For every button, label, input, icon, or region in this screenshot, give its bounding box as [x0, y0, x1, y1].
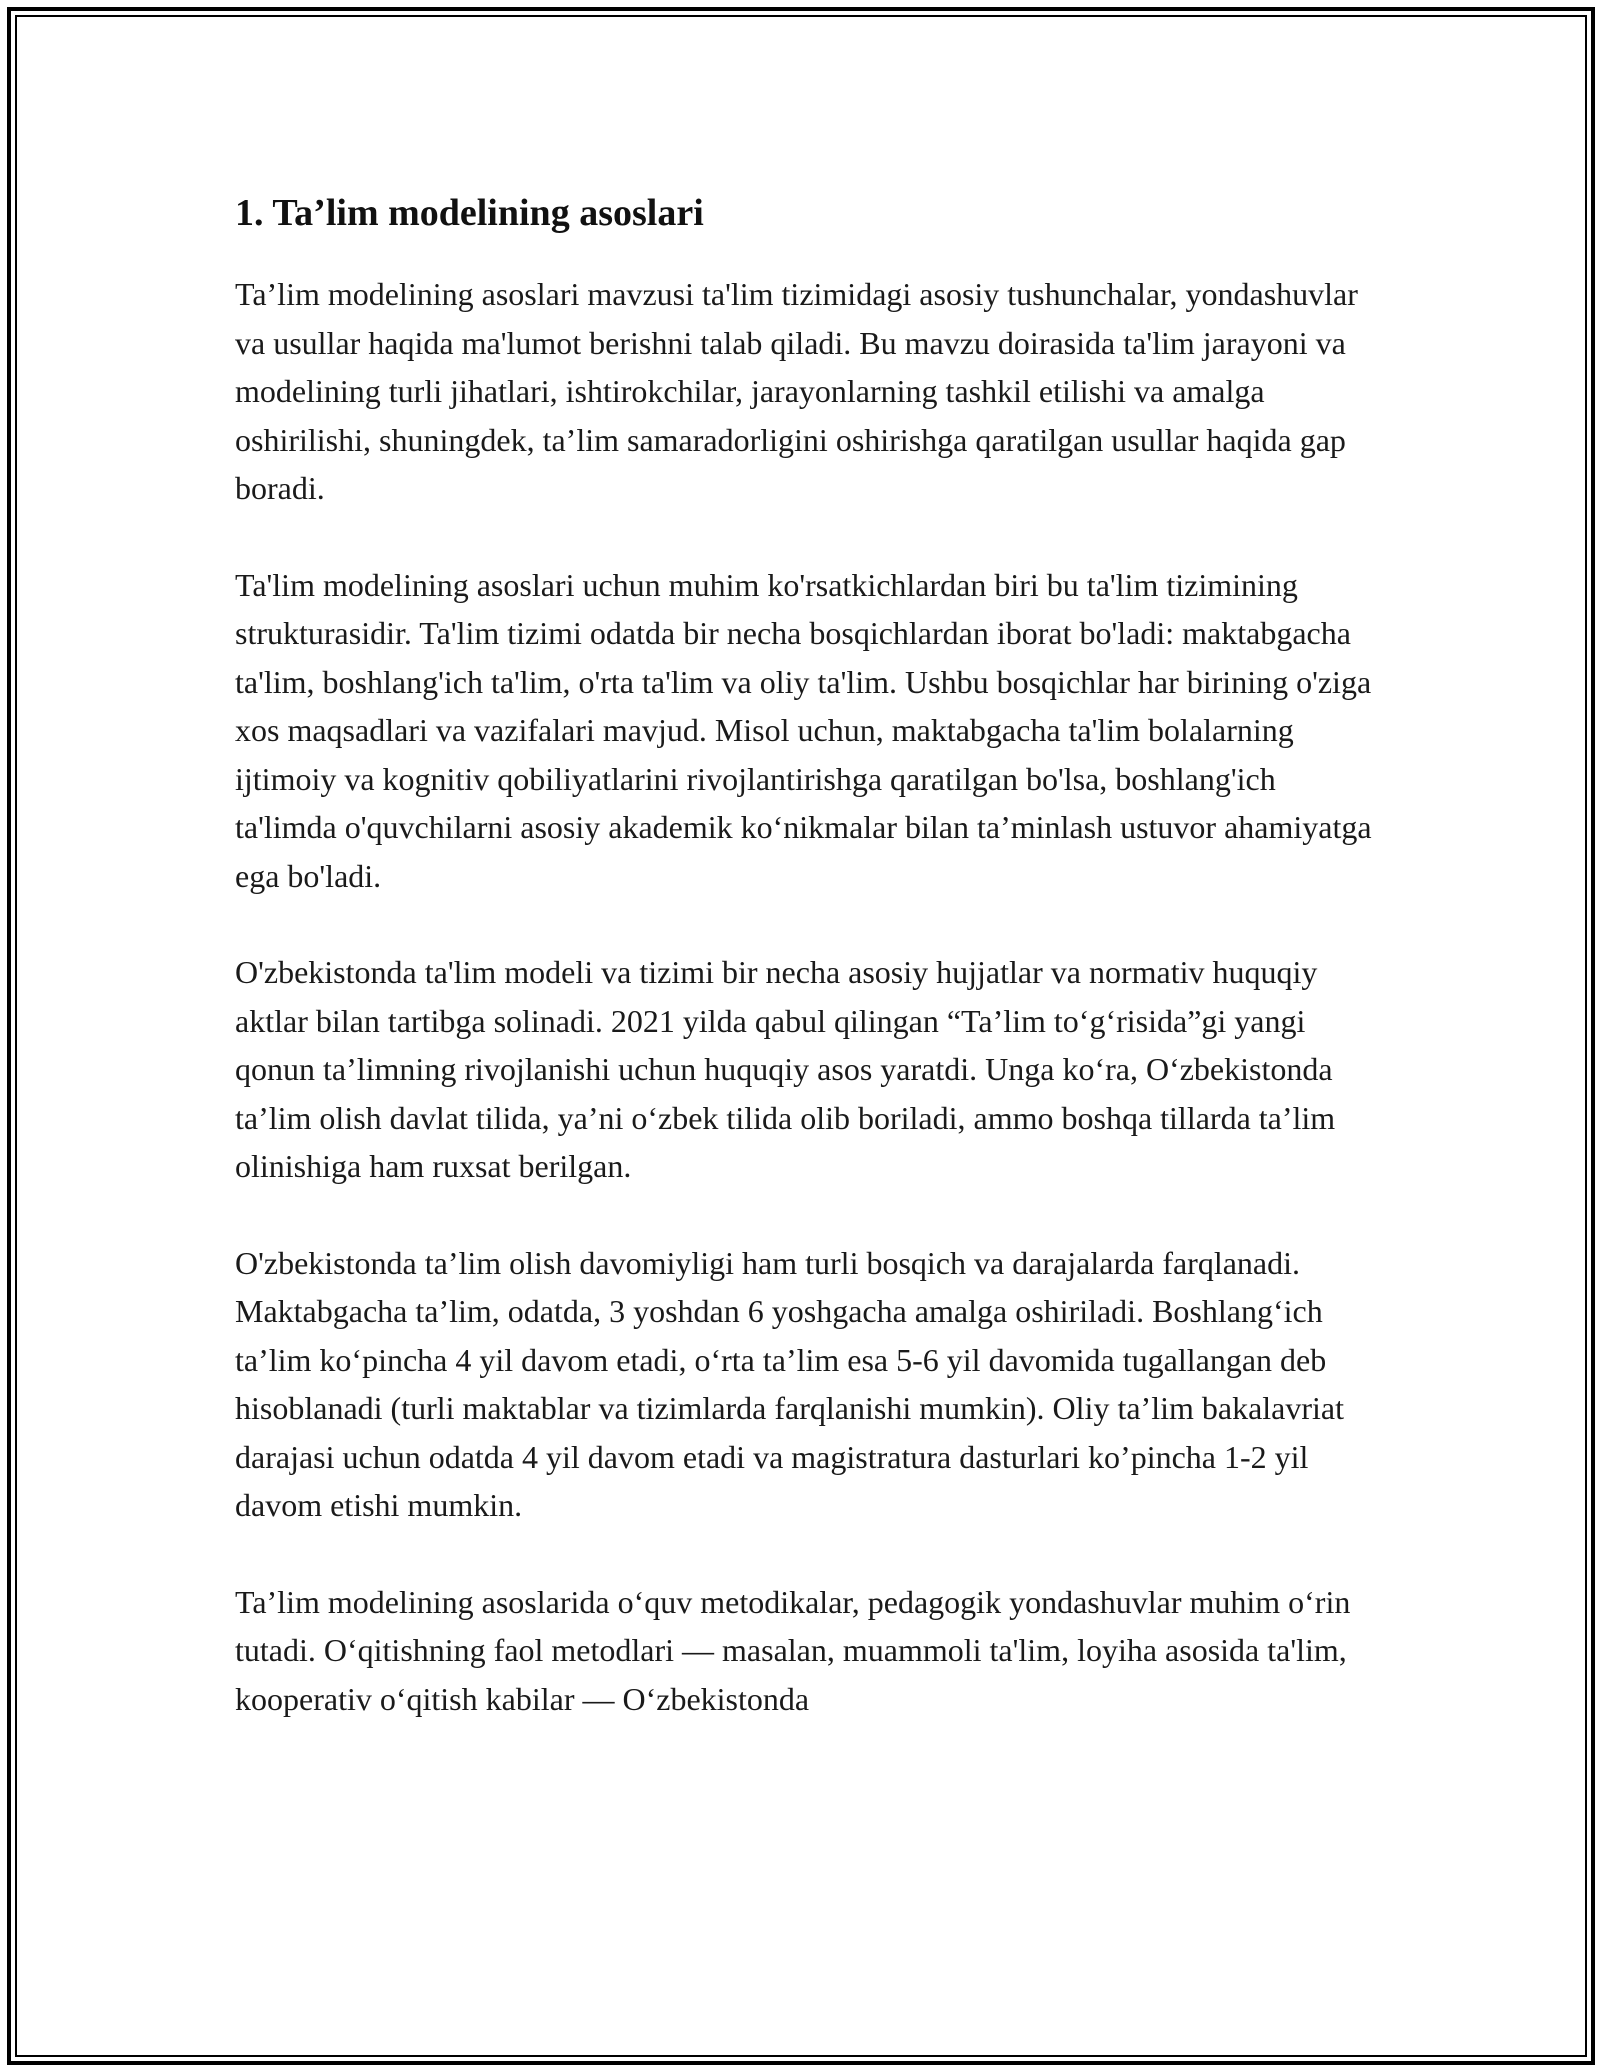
section-heading: 1. Ta’lim modelining asoslari: [235, 192, 704, 234]
document-body: [235, 186, 1385, 1723]
paragraph: Ta’lim modelining asoslarida o‘quv metodikalar, pedagogik yondashuvlar muhim o‘rin tutadi. O‘qitishning faol metodlari — masalan, muammoli ta'lim, loyiha asosida ta'lim, kooperativ o‘qitish kabilar — O‘zbekistonda: [235, 1583, 1351, 1717]
paragraph: O'zbekistonda ta'lim modeli va tizimi bir necha asosiy hujjatlar va normativ huquqiy aktlar bilan tartibga solinadi. 2021 yilda qabul qilingan “Ta’lim to‘g‘risida”gi yangi qonun ta’limning rivojlanishi uchun huquqiy asos yaratdi. Unga ko‘ra, O‘zbekistonda ta’lim olish davlat tilida, ya’ni o‘zbek tilida olib boriladi, ammo boshqa tillarda ta’lim olinishiga ham ruxsat berilgan.: [235, 954, 1336, 1184]
paragraph: Ta’lim modelining asoslari mavzusi ta'lim tizimidagi asosiy tushunchalar, yondashuvlar va usullar haqida ma'lumot berishni talab qiladi. Bu mavzu doirasida ta'lim jarayoni va modelining turli jihatlari, ishtirokchilar, jarayonlarning tashkil etilishi va amalga oshirilishi, shuningdek, ta’lim samaradorligini oshirishga qaratilgan usullar haqida gap boradi.: [235, 276, 1358, 506]
paragraph: Ta'lim modelining asoslari uchun muhim ko'rsatkichlardan biri bu ta'lim tizimining strukturasidir. Ta'lim tizimi odatda bir necha bosqichlardan iborat bo'ladi: maktabgacha ta'lim, boshlang'ich ta'lim, o'rta ta'lim va oliy ta'lim. Ushbu bosqichlar har birining o'ziga xos maqsadlari va vazifalari mavjud. Misol uchun, maktabgacha ta'lim bolalarning ijtimoiy va kognitiv qobiliyatlarini rivojlantirishga qaratilgan bo'lsa, boshlang'ich ta'limda o'quvchilarni asosiy akademik ko‘nikmalar bilan ta’minlash ustuvor ahamiyatga ega bo'ladi.: [235, 566, 1372, 894]
paragraph: O'zbekistonda ta’lim olish davomiyligi ham turli bosqich va darajalarda farqlanadi. Maktabgacha ta’lim, odatda, 3 yoshdan 6 yoshgacha amalga oshiriladi. Boshlang‘ich ta’lim ko‘pincha 4 yil davom etadi, o‘rta ta’lim esa 5-6 yil davomida tugallangan deb hisoblanadi (turli maktablar va tizimlarda farqlanishi mumkin). Oliy ta’lim bakalavriat darajasi uchun odatda 4 yil davom etadi va magistratura dasturlari ko’pincha 1-2 yil davom etishi mumkin.: [235, 1244, 1344, 1523]
